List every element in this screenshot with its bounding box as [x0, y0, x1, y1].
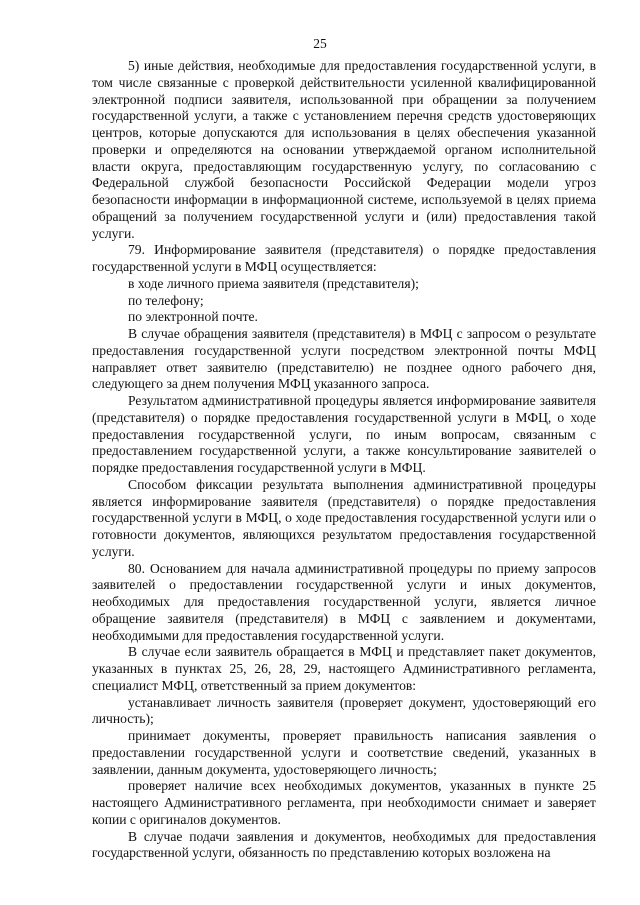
list-item-phone: по телефону; [128, 292, 204, 308]
paragraph-package: В случае если заявитель обращается в МФЦ и представляет пакет документов, указанных в пунктах 25, 26, 28, 29, настоящего Административного регламента, специалист МФЦ, ответственный за прием документов: [92, 644, 596, 693]
paragraph-80: 80. Основанием для начала административной процедуры по приему запросов заявителей о предоставлении государственной услуги и иных документов, необходимых для предоставления государственной услуги, является личное обращение заявителя (представителя) в МФЦ с заявлением и документами, необходимыми для предоставления государственной услуги. [92, 560, 596, 643]
list-item-check-documents: проверяет наличие всех необходимых документов, указанных в пункте 25 настоящего Административного регламента, при необходимости снимает и заверяет копии с оригиналов документов. [92, 778, 596, 827]
page-number: 25 [313, 36, 327, 51]
list-item-identity: устанавливает личность заявителя (проверяет документ, удостоверяющий его личность); [92, 694, 596, 727]
paragraph-79: 79. Информирование заявителя (представителя) о порядке предоставления государственной услуги в МФЦ осуществляется: [92, 242, 596, 274]
document-body [92, 58, 596, 862]
list-item-email: по электронной почте. [128, 309, 258, 325]
list-item-accept-documents: принимает документы, проверяет правильность написания заявления о предоставлении государственной услуги и соответствие сведений, указанных в заявлении, данным документа, удостоверяющего личность; [92, 728, 596, 777]
paragraph-result: Результатом административной процедуры является информирование заявителя (представителя) о порядке предоставления государственной услуги в МФЦ, о ходе предоставления государственной услуги, по иным вопросам, связанным с предоставлением государственной услуги, а также консультирование заявителей о порядке предоставления государственной услуги в МФЦ. [92, 393, 596, 475]
list-item-personal-reception: в ходе личного приема заявителя (представителя); [128, 275, 419, 291]
paragraph-submission: В случае подачи заявления и документов, необходимых для предоставления государственной услуги, обязанность по представлению которых возложена на [92, 828, 596, 861]
paragraph-fixation: Способом фиксации результата выполнения административной процедуры является информирование заявителя (представителя) о порядке предоставления государственной услуги в МФЦ, о ходе предоставления государственной услуги или о готовности документов, являющихся результатом предоставления государственной услуги. [92, 476, 596, 559]
paragraph-email-response: В случае обращения заявителя (представителя) в МФЦ с запросом о результате предоставления государственной услуги посредством электронной почты МФЦ направляет ответ заявителю (представителю) не позднее одного рабочего дня, следующего за днем получения МФЦ указанного запроса. [92, 326, 596, 392]
paragraph-item-5: 5) иные действия, необходимые для предоставления государственной услуги, в том числе связанные с проверкой действительности усиленной квалифицированной электронной подписи заявителя, использованной при обращении за получением государственной услуги, а также с установлением перечня средств удостоверяющих центров, которые допускаются для использования в целях обеспечения указанной проверки и определяются на основании утверждаемой органом исполнительной власти округа, предоставляющим государственную услугу, по согласованию с Федеральной службой безопасности Российской Федерации модели угроз безопасности информации в информационной системе, используемой в целях приема обращений за получением государственной услуги и (или) предоставления такой услуги. [92, 58, 596, 241]
